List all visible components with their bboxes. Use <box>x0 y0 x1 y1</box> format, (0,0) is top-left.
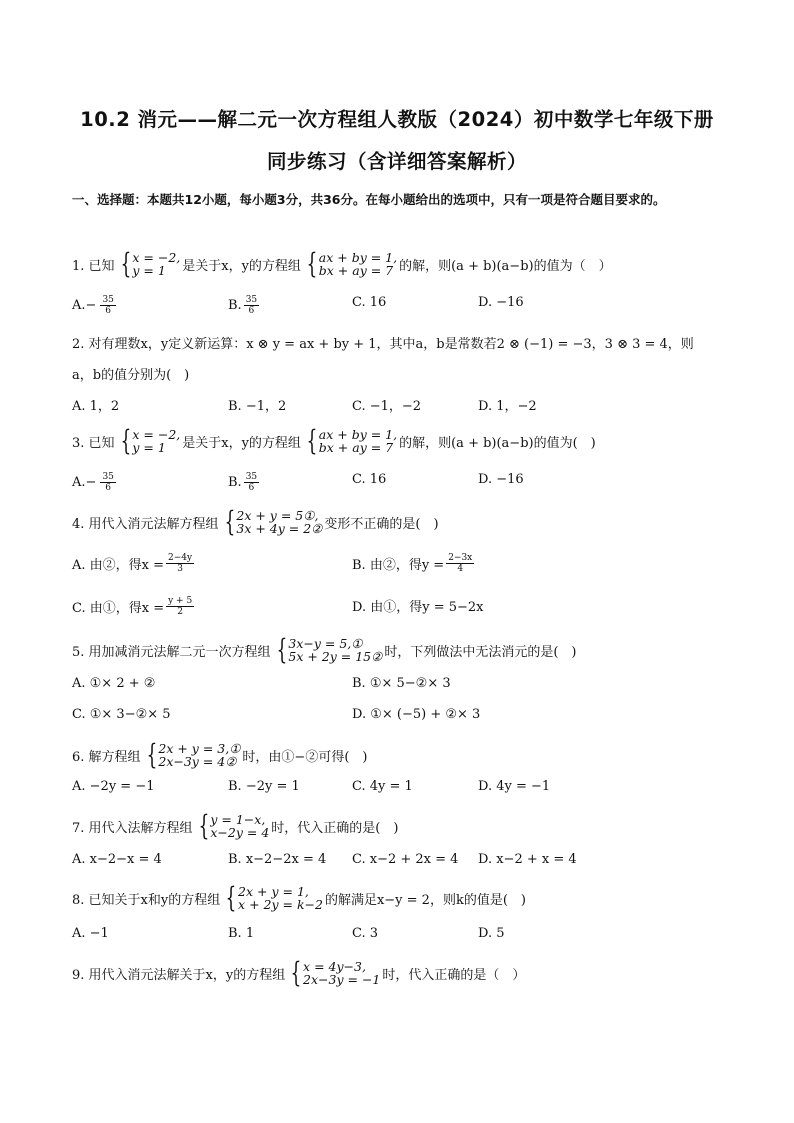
q6-option-c[interactable]: C. 4y = 1 <box>352 779 413 794</box>
q1-b-num: 35 <box>245 295 258 305</box>
q8-post: 的解满足x−y = 2，则k的值是( ) <box>324 892 526 908</box>
q7-post: 时，代入正确的是( ) <box>271 820 399 836</box>
question-2-line-2: a，b的值分别为( ) <box>72 368 190 383</box>
q2-option-a[interactable]: A. 1，2 <box>72 399 120 414</box>
q1-system-b: { ax + by = 1, bx + ay = 7 <box>306 247 398 280</box>
question-4 <box>72 505 439 538</box>
q3-sys-a-row1: x = −2, <box>132 427 181 442</box>
question-6 <box>72 738 368 771</box>
q1-sys-b-row2: bx + ay = 7 <box>318 263 394 278</box>
q4-sys-row2: 3x + 4y = 2② <box>236 521 323 536</box>
q7-option-c[interactable]: C. x−2 + 2x = 4 <box>352 852 459 867</box>
q3-a-num: 35 <box>102 472 114 482</box>
q1-option-b-label: B. <box>228 298 242 313</box>
q1-option-a-fraction <box>100 295 115 316</box>
q1-system-a: { x = −2, y = 1 <box>120 247 181 280</box>
q9-post: 时，代入正确的是（ ） <box>382 967 526 983</box>
q1-sys-b-row1: ax + by = 1, <box>318 250 398 265</box>
q1-option-b[interactable] <box>228 295 261 316</box>
q5-sys-row1: 3x−y = 5,① <box>288 636 363 651</box>
q8-sys-row2: x + 2y = k−2 <box>238 897 323 912</box>
q2-option-d[interactable]: D. 1，−2 <box>478 399 537 414</box>
q3-sys-b-row2: bx + ay = 7 <box>318 440 394 455</box>
q7-system: { y = 1−x, x−2y = 4 <box>198 809 270 842</box>
page-title-line-1: 10.2 消元——解二元一次方程组人教版（2024）初中数学七年级下册 <box>80 108 714 131</box>
q3-b-den: 6 <box>248 483 255 493</box>
q3-sys-b-row1: ax + by = 1, <box>318 427 398 442</box>
q3-system-b: { ax + by = 1, bx + ay = 7 <box>306 424 398 457</box>
question-5 <box>72 633 577 666</box>
q4-system: { 2x + y = 5①, 3x + 4y = 2② <box>224 505 323 538</box>
q3-system-a: { x = −2, y = 1 <box>120 424 181 457</box>
q6-post: 时，由①−②可得( ) <box>242 749 368 765</box>
q1-option-c[interactable]: C. 16 <box>352 295 387 310</box>
q4-a-pre: A. 由②，得x = <box>72 558 165 573</box>
q4-a-fraction <box>166 553 194 574</box>
q7-option-d[interactable]: D. x−2 + x = 4 <box>478 852 577 867</box>
q3-option-b-fraction <box>244 472 259 493</box>
q4-b-den: 4 <box>457 564 464 574</box>
q1-sys-a-row2: y = 1 <box>132 263 166 278</box>
q4-b-num: 2−3x <box>448 553 473 563</box>
q5-option-d[interactable]: D. ①× (−5) + ②× 3 <box>352 707 481 722</box>
q4-c-num: y + 5 <box>168 596 193 606</box>
question-7 <box>72 809 399 842</box>
q4-c-pre: C. 由①，得x = <box>72 601 165 616</box>
question-9 <box>72 956 526 989</box>
q4-a-den: 3 <box>177 564 183 574</box>
q5-pre: 5. 用加减消元法解二元一次方程组 <box>72 644 271 660</box>
q3-a-den: 6 <box>105 483 112 493</box>
q3-option-c[interactable]: C. 16 <box>352 472 387 487</box>
q4-option-b[interactable] <box>352 553 476 574</box>
page-title-line-2: 同步练习（含详细答案解析） <box>266 150 527 173</box>
q1-option-a-label: A. <box>72 298 86 313</box>
q5-system: { 3x−y = 5,① 5x + 2y = 15② <box>276 633 383 666</box>
q9-sys-row1: x = 4y−3, <box>303 959 366 974</box>
q2-option-c[interactable]: C. −1，−2 <box>352 399 422 414</box>
q1-option-a-minus: − <box>85 298 97 313</box>
q9-pre: 9. 用代入消元法解关于x，y的方程组 <box>72 967 286 983</box>
q4-c-den: 2 <box>177 607 184 617</box>
q4-option-a[interactable] <box>72 553 196 574</box>
q7-pre: 7. 用代入法解方程组 <box>72 820 193 836</box>
q4-option-c[interactable] <box>72 596 196 617</box>
q8-option-b[interactable]: B. 1 <box>228 926 255 941</box>
q6-sys-row2: 2x−3y = 4② <box>158 754 237 769</box>
q4-post: 变形不正确的是( ) <box>324 516 439 532</box>
q3-post: 的解，则(a + b)(a−b)的值为( ) <box>399 435 596 451</box>
q3-pre: 3. 已知 <box>72 435 115 451</box>
q5-option-b[interactable]: B. ①× 5−②× 3 <box>352 676 451 691</box>
q4-b-fraction <box>446 553 474 574</box>
q7-sys-row2: x−2y = 4 <box>210 825 270 840</box>
q6-option-d[interactable]: D. 4y = −1 <box>478 779 551 794</box>
q3-option-a-label: A. <box>72 475 86 490</box>
q1-b-den: 6 <box>248 306 255 316</box>
q8-option-c[interactable]: C. 3 <box>352 926 379 941</box>
q4-sys-row1: 2x + y = 5①, <box>236 508 319 523</box>
q9-system: { x = 4y−3, 2x−3y = −1 <box>290 956 381 989</box>
q4-b-pre: B. 由②，得y = <box>352 558 445 573</box>
question-8 <box>72 881 526 914</box>
q7-option-b[interactable]: B. x−2−2x = 4 <box>228 852 327 867</box>
q2-option-b[interactable]: B. −1，2 <box>228 399 287 414</box>
question-2-line-1: 2. 对有理数x，y定义新运算：x ⊗ y = ax + by + 1，其中a，b是常数若2 ⊗ (−1) = −3，3 ⊗ 3 = 4，则 <box>72 337 694 352</box>
q9-sys-row2: 2x−3y = −1 <box>303 972 381 987</box>
question-3 <box>72 424 596 457</box>
section-intro: 一、选择题：本题共12小题，每小题3分，共36分。在每小题给出的选项中，只有一项是符合题目要求的。 <box>72 192 666 207</box>
q1-option-b-fraction <box>244 295 259 316</box>
q1-option-d[interactable]: D. −16 <box>478 295 524 310</box>
q6-option-a[interactable]: A. −2y = −1 <box>72 779 155 794</box>
q4-c-fraction <box>166 596 194 617</box>
q3-b-num: 35 <box>245 472 258 482</box>
q3-option-b[interactable] <box>228 472 261 493</box>
q4-pre: 4. 用代入消元法解方程组 <box>72 516 219 532</box>
q3-option-a-minus: − <box>85 475 97 490</box>
q8-system: { 2x + y = 1, x + 2y = k−2 <box>225 881 323 914</box>
q1-a-num: 35 <box>102 295 114 305</box>
q1-sys-a-row1: x = −2, <box>132 250 181 265</box>
q6-pre: 6. 解方程组 <box>72 749 141 765</box>
q5-option-c[interactable]: C. ①× 3−②× 5 <box>72 707 171 722</box>
q3-option-d[interactable]: D. −16 <box>478 472 524 487</box>
q6-option-b[interactable]: B. −2y = 1 <box>228 779 300 794</box>
q3-option-a-fraction <box>100 472 115 493</box>
q7-option-a[interactable]: A. x−2−x = 4 <box>72 852 162 867</box>
q7-sys-row1: y = 1−x, <box>210 812 266 827</box>
q8-option-d[interactable]: D. 5 <box>478 926 505 941</box>
q6-sys-row1: 2x + y = 3,① <box>158 741 241 756</box>
q1-pre: 1. 已知 <box>72 258 115 274</box>
q8-sys-row1: 2x + y = 1, <box>238 884 309 899</box>
q4-option-d[interactable]: D. 由①，得y = 5−2x <box>352 600 484 615</box>
q4-a-num: 2−4y <box>168 553 193 563</box>
q1-option-a[interactable] <box>72 295 118 316</box>
q3-option-b-label: B. <box>228 475 242 490</box>
q8-option-a[interactable]: A. −1 <box>72 926 109 941</box>
q5-sys-row2: 5x + 2y = 15② <box>288 649 383 664</box>
q6-system: { 2x + y = 3,① 2x−3y = 4② <box>146 738 241 771</box>
q1-post: 的解，则(a + b)(a−b)的值为（ ） <box>399 258 612 274</box>
q3-sys-a-row2: y = 1 <box>132 440 166 455</box>
q8-pre: 8. 已知关于x和y的方程组 <box>72 892 221 908</box>
q3-mid: 是关于x，y的方程组 <box>182 435 301 451</box>
q5-option-a[interactable]: A. ①× 2 + ② <box>72 676 156 691</box>
q3-option-a[interactable] <box>72 472 118 493</box>
q5-post: 时，下列做法中无法消元的是( ) <box>384 644 577 660</box>
q1-mid: 是关于x，y的方程组 <box>182 258 301 274</box>
q1-a-den: 6 <box>105 306 112 316</box>
question-1 <box>72 247 612 280</box>
